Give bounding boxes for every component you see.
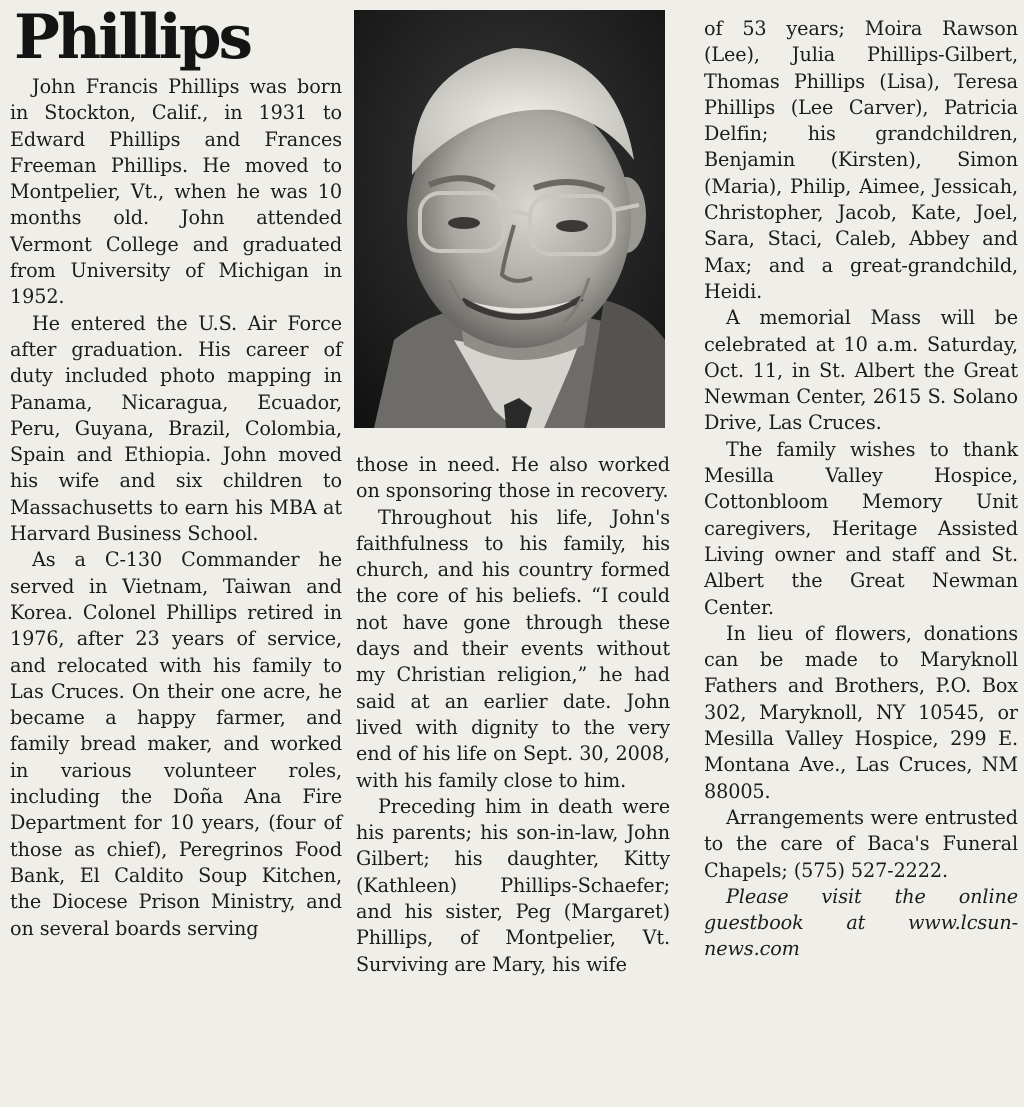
paragraph-donations: In lieu of flowers, donations can be made to Maryknoll Fathers and Brothers, P.O. Box 302, Maryknoll, NY 10545, or Mesilla Valley Hospice, 299 E. Montana Ave., Las Cruces, NM 88005. <box>704 621 1018 803</box>
paragraph-arrangements: Arrangements were entrusted to the care of Baca's Funeral Chapels; (575) 527-2222. <box>704 805 1018 882</box>
guestbook-note: Please visit the online guestbook at www.lcsun-news.com <box>704 884 1018 961</box>
column-3-body <box>704 16 1018 963</box>
paragraph-commander: As a C-130 Commander he served in Vietnam, Taiwan and Korea. Colonel Phillips retired in 1976, after 23 years of service, and relocated with his family to Las Cruces. On their one acre, he became a happy farmer, and family bread maker, and worked in various volunteer roles, including the Doña Ana Fire Department for 10 years, (four of those as chief), Peregrinos Food Bank, El Caldito Soup Kitchen, the Diocese Prison Ministry, and on several boards serving <box>10 548 342 940</box>
column-2-body <box>356 452 670 978</box>
paragraph-preceding: Preceding him in death were his parents; his son-in-law, John Gilbert; his daughter, Kitty (Kathleen) Phillips-Schaefer; and his sister, Peg (Margaret) Phillips, of Montpelier, Vt. Surviving are Mary, his wife <box>356 794 670 976</box>
portrait-photo <box>354 10 665 428</box>
paragraph-air-force: He entered the U.S. Air Force after graduation. His career of duty included photo mapping in Panama, Nicaragua, Ecuador, Peru, Guyana, Brazil, Colombia, Spain and Ethiopia. John moved his wife and six children to Massachusetts to earn his MBA at Harvard Business School. <box>10 311 342 546</box>
column-1-body <box>10 74 342 942</box>
paragraph-thanks: The family wishes to thank Mesilla Valley Hospice, Cottonbloom Memory Unit caregivers, Heritage Assisted Living owner and staff and St. Albert the Great Newman Center. <box>704 437 1018 619</box>
portrait-image <box>354 10 665 428</box>
paragraph-faith: Throughout his life, John's faithfulness to his family, his church, and his country formed the core of his beliefs. “I could not have gone through these days and their events without my Christian religion,” he had said at an earlier date. John lived with dignity to the very end of his life on Sept. 30, 2008, with his family close to him. <box>356 505 670 792</box>
paragraph-continuation-volunteer: those in need. He also worked on sponsoring those in recovery. <box>356 453 670 503</box>
paragraph-birth: John Francis Phillips was born in Stockton, Calif., in 1931 to Edward Phillips and Frances Freeman Phillips. He moved to Montpelier, Vt., when he was 10 months old. John attended Vermont College and graduated from University of Michigan in 1952. <box>10 75 342 309</box>
paragraph-memorial-mass: A memorial Mass will be celebrated at 10 a.m. Saturday, Oct. 11, in St. Albert the Great Newman Center, 2615 S. Solano Drive, Las Cruces. <box>704 306 1018 435</box>
obituary-title: Phillips <box>14 2 250 73</box>
paragraph-continuation-survivors: of 53 years; Moira Rawson (Lee), Julia Phillips-Gilbert, Thomas Phillips (Lisa), Teresa Phillips (Lee Carver), Patricia Delfin; his grandchildren, Benjamin (Kirsten), Simon (Maria), Philip, Aimee, Jessicah, Christopher, Jacob, Kate, Joel, Sara, Staci, Caleb, Abbey and Max; and a great-grandchild, Heidi. <box>704 17 1018 303</box>
